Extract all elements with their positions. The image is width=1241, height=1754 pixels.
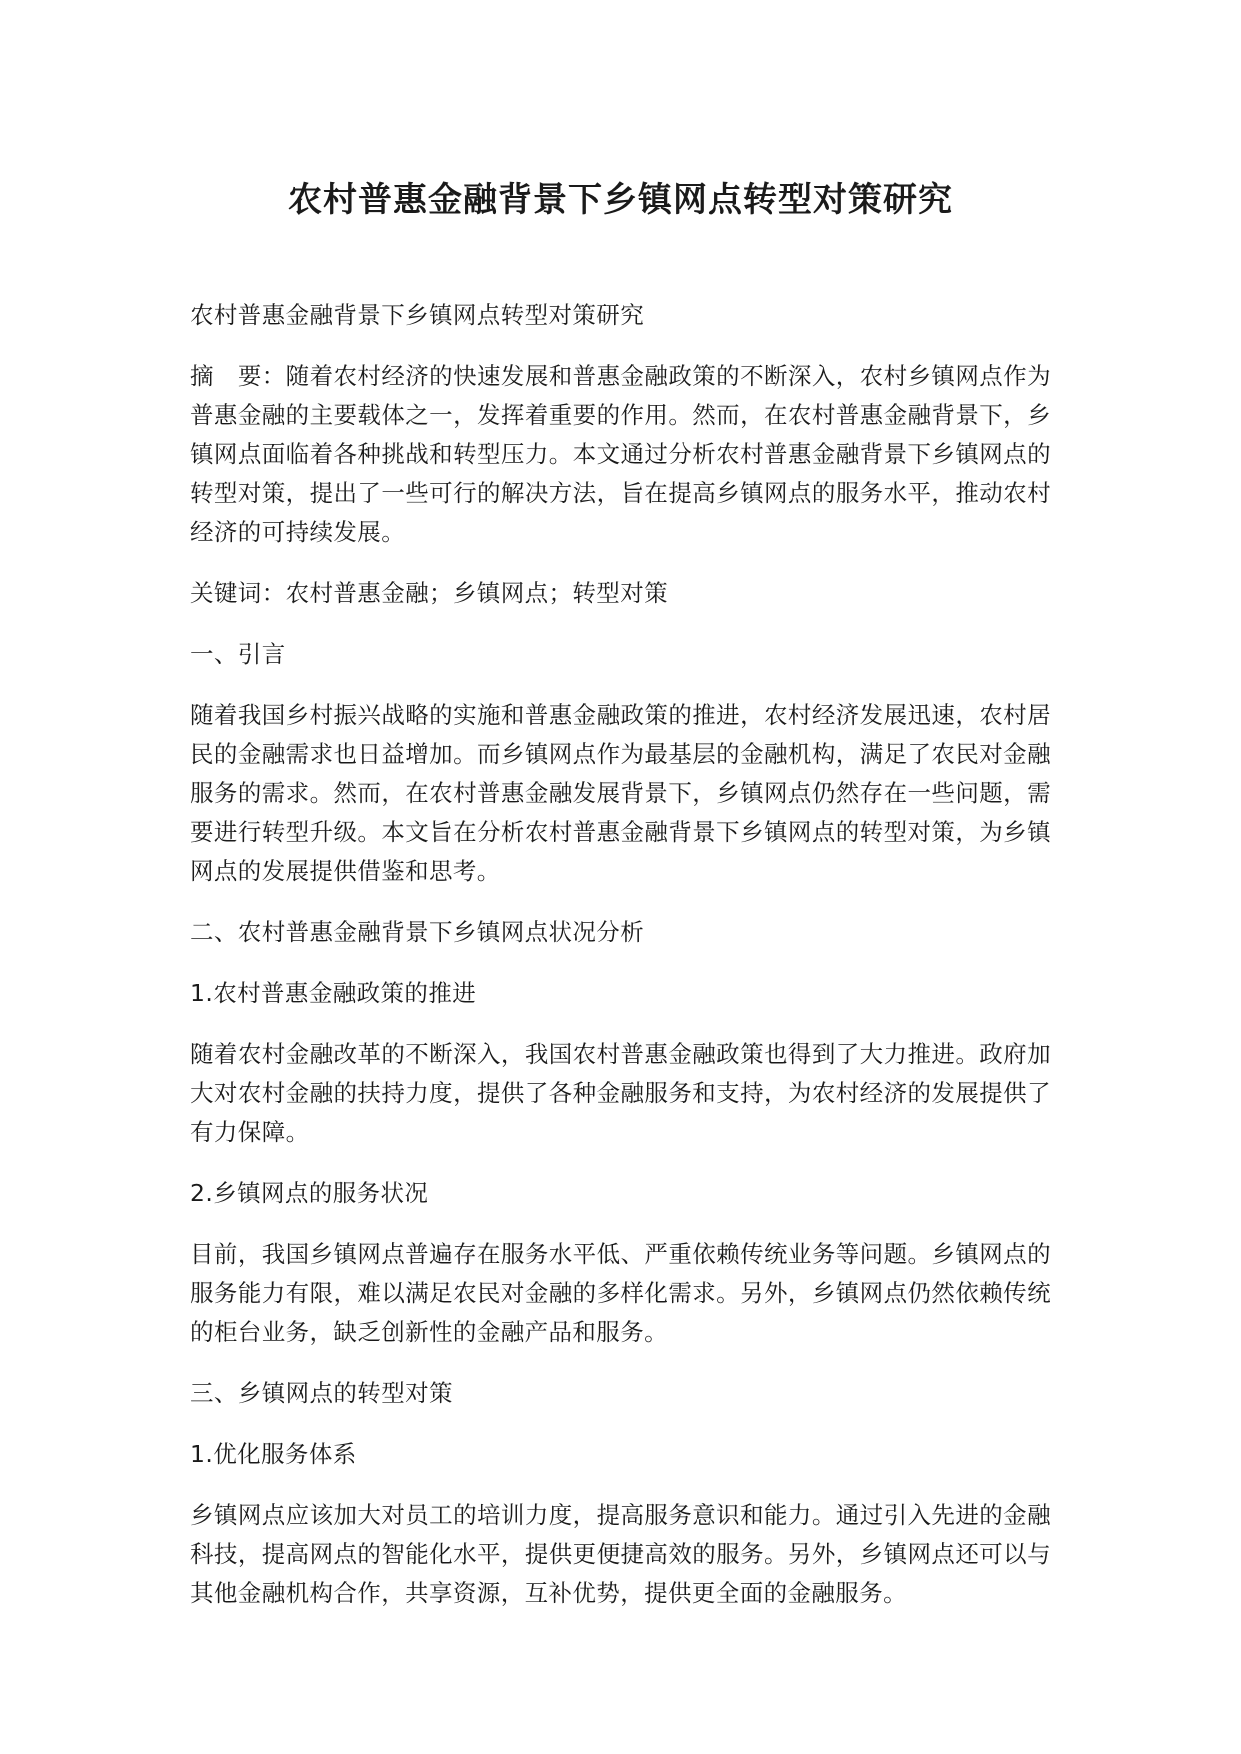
section2-2-paragraph: 目前，我国乡镇网点普遍存在服务水平低、严重依赖传统业务等问题。乡镇网点的服务能力有限，难以满足农民对金融的多样化需求。另外，乡镇网点仍然依赖传统的柜台业务，缺乏创新性的金融产品和服务。 xyxy=(190,1240,1051,1346)
abstract-paragraph: 摘 要：随着农村经济的快速发展和普惠金融政策的不断深入，农村乡镇网点作为普惠金融的主要载体之一，发挥着重要的作用。然而，在农村普惠金融背景下，乡镇网点面临着各种挑战和转型压力。本文通过分析农村普惠金融背景下乡镇网点的转型对策，提出了一些可行的解决方法，旨在提高乡镇网点的服务水平，推动农村经济的可持续发展。 xyxy=(190,362,1051,546)
section2-heading: 二、农村普惠金融背景下乡镇网点状况分析 xyxy=(190,918,645,946)
keywords-line: 关键词：农村普惠金融；乡镇网点；转型对策 xyxy=(190,579,668,607)
document-title: 农村普惠金融背景下乡镇网点转型对策研究 xyxy=(288,180,953,220)
section2-2-heading: 2.乡镇网点的服务状况 xyxy=(190,1179,429,1207)
section1-paragraph: 随着我国乡村振兴战略的实施和普惠金融政策的推进，农村经济发展迅速，农村居民的金融需求也日益增加。而乡镇网点作为最基层的金融机构，满足了农民对金融服务的需求。然而，在农村普惠金融发展背景下，乡镇网点仍然存在一些问题，需要进行转型升级。本文旨在分析农村普惠金融背景下乡镇网点的转型对策，为乡镇网点的发展提供借鉴和思考。 xyxy=(190,701,1051,885)
section3-1-heading: 1.优化服务体系 xyxy=(190,1440,357,1468)
section2-1-heading: 1.农村普惠金融政策的推进 xyxy=(190,979,477,1007)
section3-heading: 三、乡镇网点的转型对策 xyxy=(190,1379,453,1407)
section2-1-paragraph: 随着农村金融改革的不断深入，我国农村普惠金融政策也得到了大力推进。政府加大对农村金融的扶持力度，提供了各种金融服务和支持，为农村经济的发展提供了有力保障。 xyxy=(190,1040,1051,1146)
section1-heading: 一、引言 xyxy=(190,640,286,668)
document-subtitle: 农村普惠金融背景下乡镇网点转型对策研究 xyxy=(190,301,645,329)
section3-1-paragraph: 乡镇网点应该加大对员工的培训力度，提高服务意识和能力。通过引入先进的金融科技，提高网点的智能化水平，提供更便捷高效的服务。另外，乡镇网点还可以与其他金融机构合作，共享资源，互补优势，提供更全面的金融服务。 xyxy=(190,1501,1051,1607)
